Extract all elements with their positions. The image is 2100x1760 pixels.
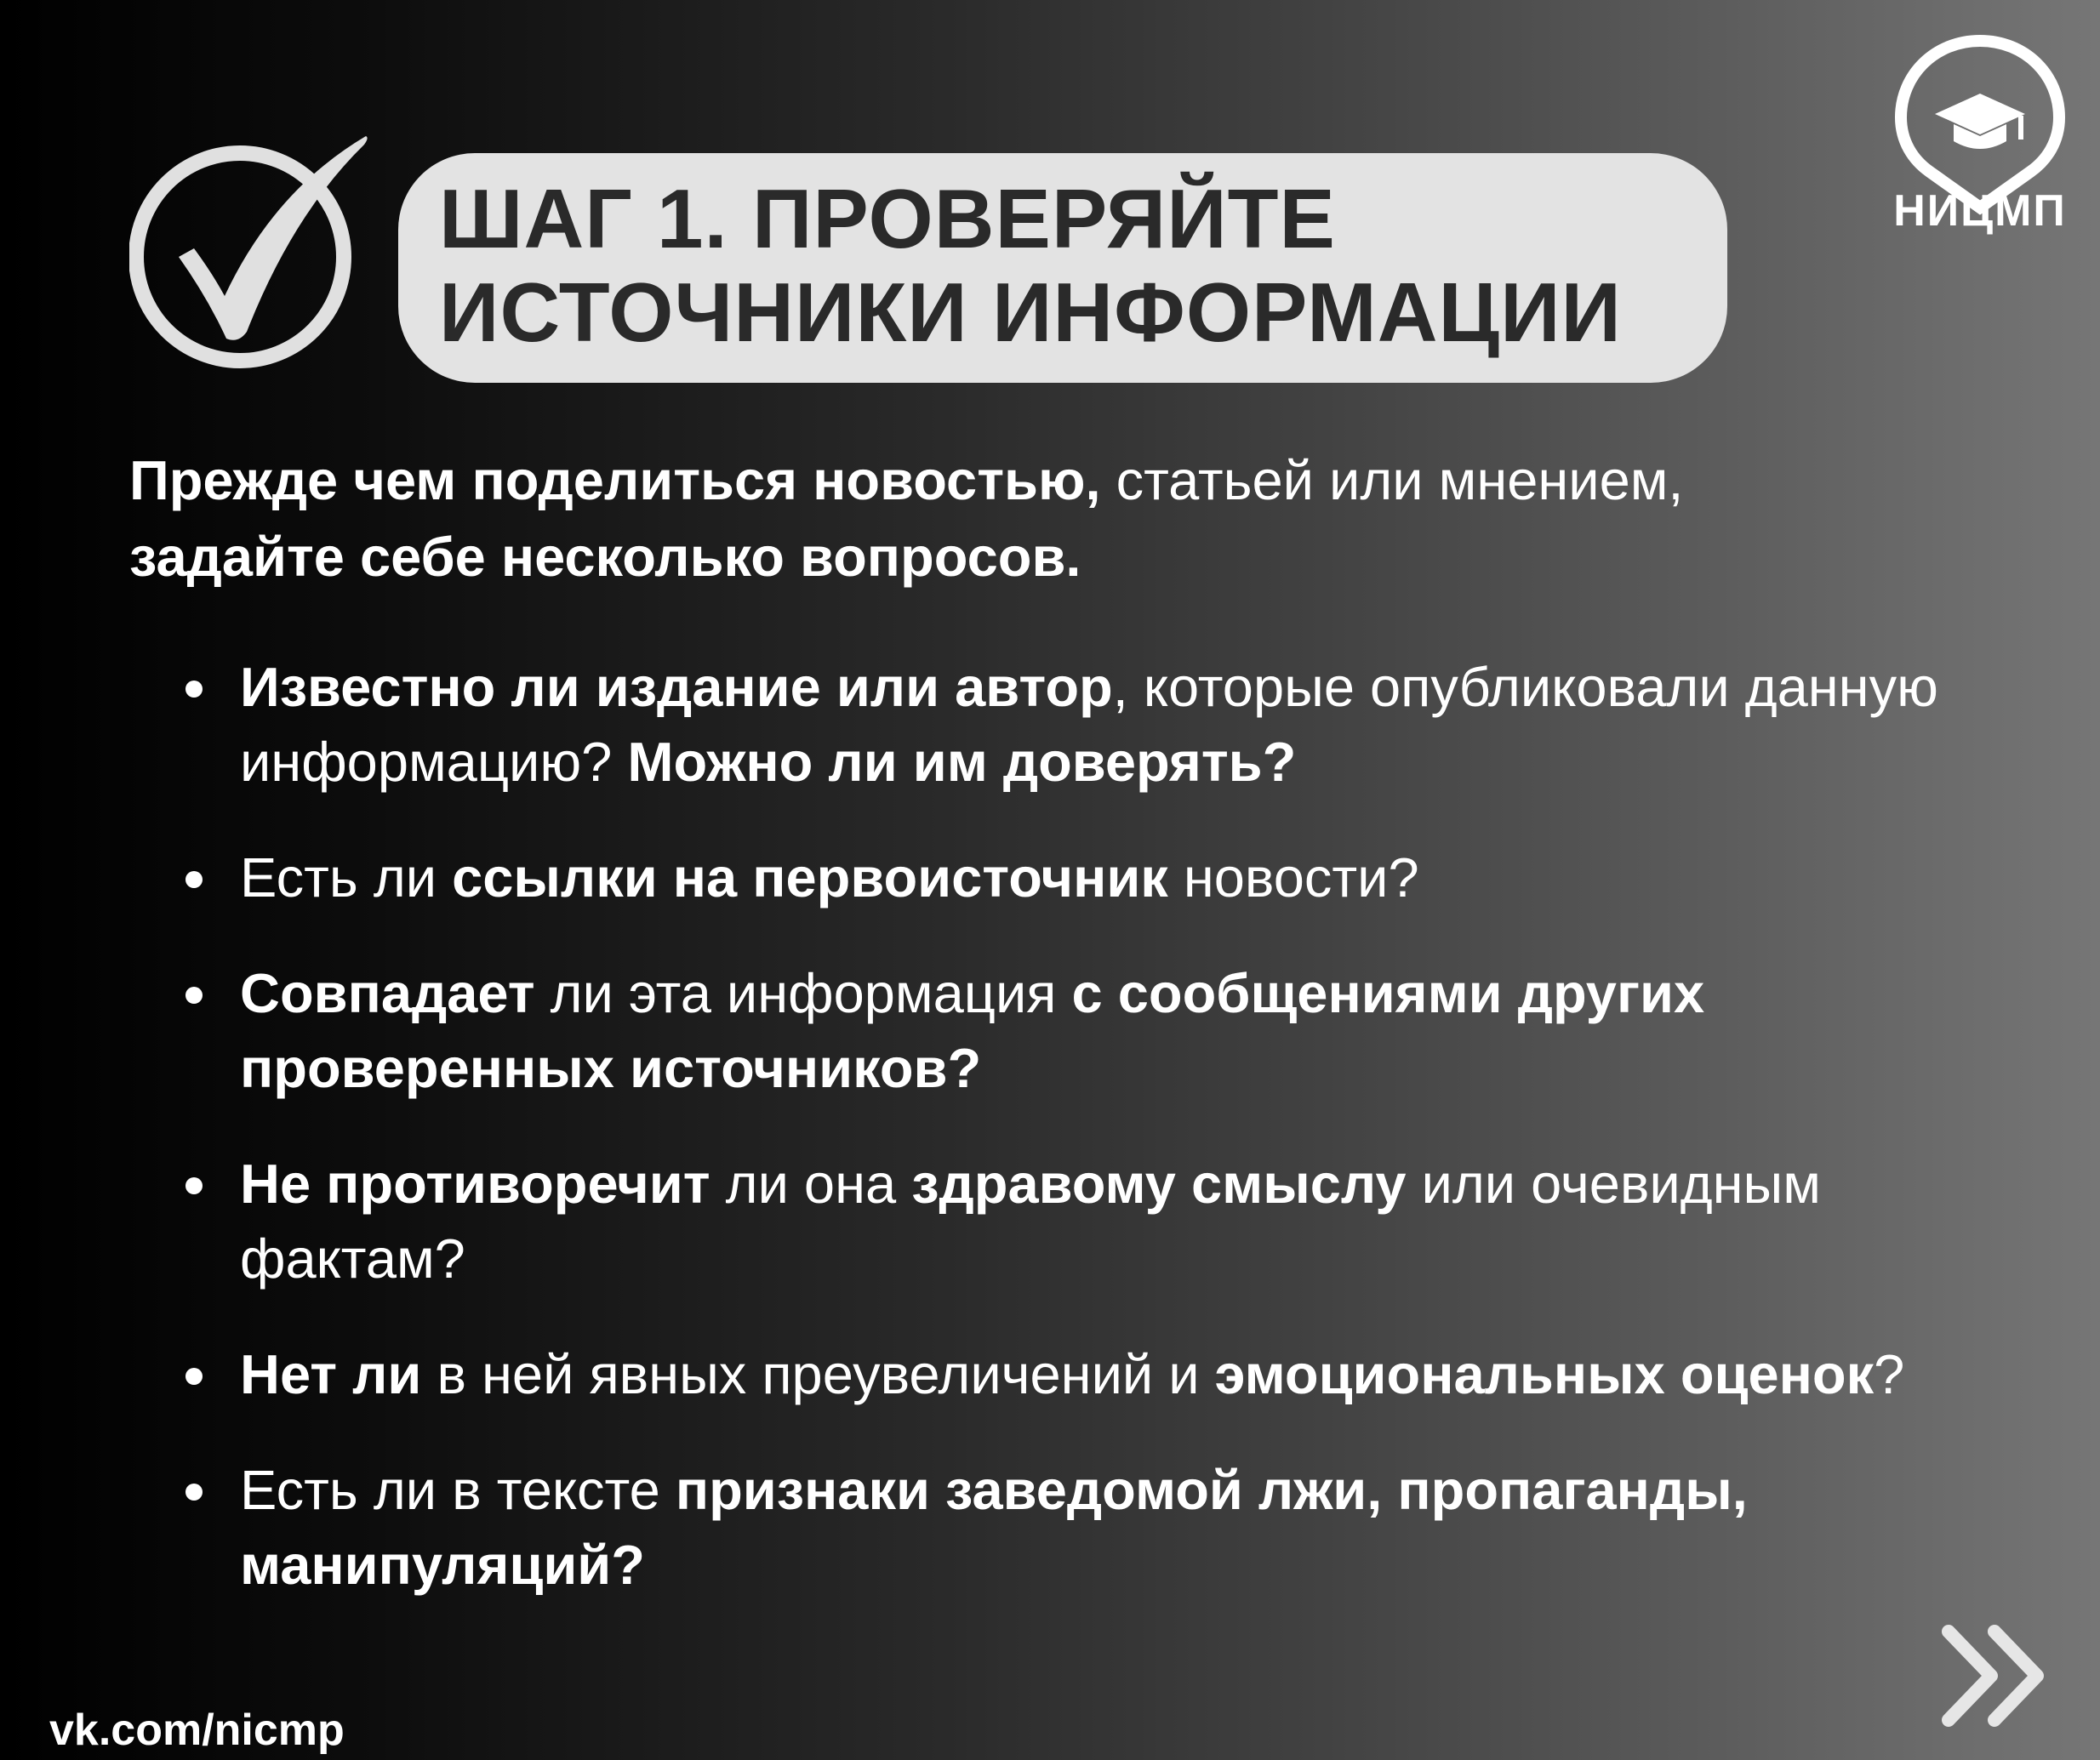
footer-link[interactable]: vk.com/nicmp — [49, 1706, 345, 1755]
list-item — [180, 1147, 1959, 1296]
title-banner — [398, 153, 1727, 383]
bullet-segment: Есть ли в тексте — [240, 1459, 676, 1521]
bullet-segment: Совпадает — [240, 962, 535, 1024]
bullet-segment: , которые опубликовали данную информацию? — [240, 656, 1938, 793]
bullet-segment: в ней явных преувеличений и — [421, 1343, 1215, 1405]
bullet-dot-icon — [185, 1368, 203, 1385]
title-line-1: ШАГ 1. ПРОВЕРЯЙТЕ — [439, 172, 1336, 265]
checkmark-circle-icon — [129, 129, 371, 371]
list-item — [180, 840, 1959, 915]
bullet-segment: ли эта информация — [534, 962, 1072, 1024]
bullet-dot-icon — [185, 681, 203, 698]
questions-list — [180, 650, 1959, 1643]
bullet-segment: новости? — [1167, 846, 1419, 908]
intro-text-2: статьей или мнением, — [1100, 449, 1684, 511]
bullet-segment: Не противоречит — [240, 1153, 710, 1215]
logo-text: НИЦМП — [1893, 186, 2067, 236]
bullet-dot-icon — [185, 1177, 203, 1194]
bullet-segment: эмоциональных оценок — [1214, 1343, 1875, 1405]
bullet-segment: Можно ли им доверять? — [627, 731, 1297, 793]
bullet-segment: здравому смыслу — [911, 1153, 1407, 1215]
bullet-dot-icon — [185, 1484, 203, 1501]
intro-paragraph — [129, 442, 1959, 595]
bullet-segment: Есть ли — [240, 846, 453, 908]
bullet-segment: ? — [1874, 1343, 1905, 1405]
intro-bold-3: задайте себе несколько вопросов. — [129, 526, 1081, 588]
bullet-segment: ссылки на первоисточник — [452, 846, 1168, 908]
list-item — [180, 650, 1959, 800]
bullet-dot-icon — [185, 871, 203, 888]
list-item — [180, 1453, 1959, 1603]
bullet-segment: с сообщениями других проверенных источников? — [240, 962, 1705, 1099]
bullet-segment: Известно ли издание или автор — [240, 656, 1113, 718]
bullet-segment: Нет ли — [240, 1343, 422, 1405]
list-item — [180, 956, 1959, 1106]
double-chevron-right-icon[interactable] — [1942, 1625, 2052, 1727]
bullet-segment: или очевидным фактам? — [240, 1153, 1821, 1290]
bullet-segment: признаки заведомой лжи, пропаганды, манипуляций? — [240, 1459, 1748, 1596]
bullet-segment: ли она — [710, 1153, 912, 1215]
bullet-dot-icon — [185, 987, 203, 1004]
list-item — [180, 1337, 1959, 1412]
intro-bold-1: Прежде чем поделиться новостью, — [129, 449, 1101, 511]
title-line-2: ИСТОЧНИКИ ИНФОРМАЦИИ — [439, 265, 1622, 359]
